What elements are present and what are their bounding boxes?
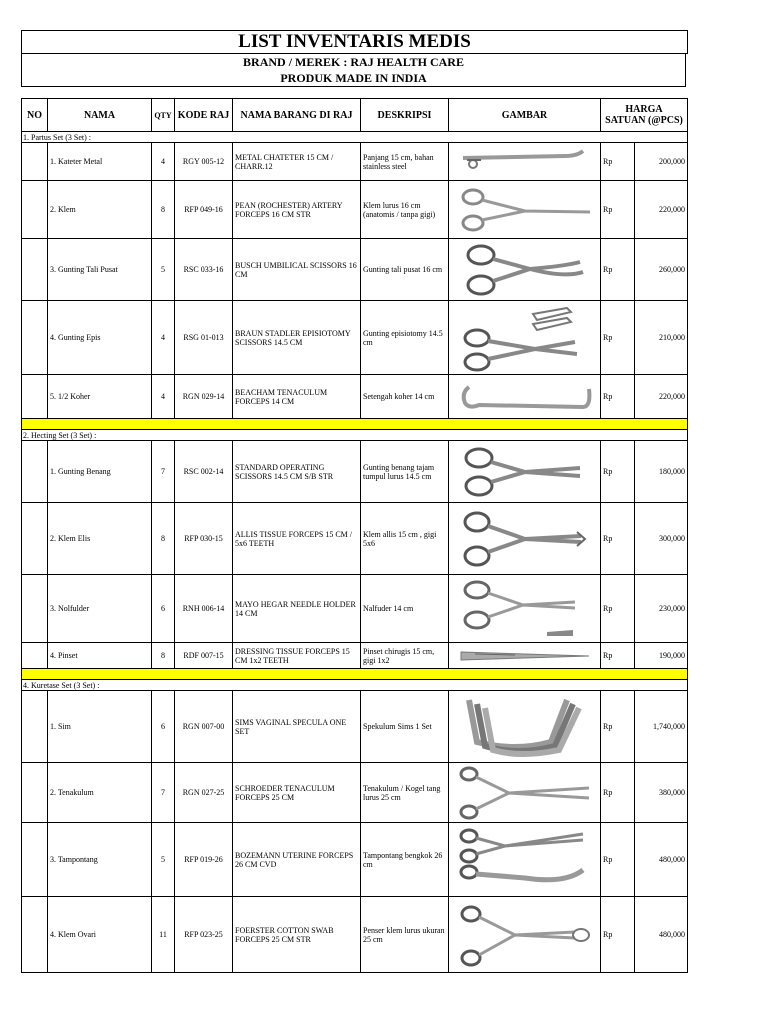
table-row [22,897,688,973]
item-image [449,441,601,503]
item-price: 480,000 [635,823,688,897]
curved-uterine-forceps-icon [455,826,595,894]
col-no: NO [22,99,48,132]
item-kode: RFP 049-16 [175,181,233,239]
item-image [449,575,601,643]
item-deskripsi: Gunting episiotomy 14.5 cm [361,301,449,375]
item-nama-raj: BOZEMANN UTERINE FORCEPS 26 CM CVD [233,823,361,897]
item-image [449,691,601,763]
item-image [449,897,601,973]
item-nama-raj: PEAN (ROCHESTER) ARTERY FORCEPS 16 CM STR [233,181,361,239]
item-deskripsi: Panjang 15 cm, bahan stainless steel [361,143,449,181]
item-deskripsi: Nalfuder 14 cm [361,575,449,643]
item-deskripsi: Klem allis 15 cm , gigi 5x6 [361,503,449,575]
item-kode: RGN 029-14 [175,375,233,419]
item-currency: Rp [601,575,635,643]
table-row [22,763,688,823]
item-nama-raj: FOERSTER COTTON SWAB FORCEPS 25 CM STR [233,897,361,973]
curved-scissors-icon [455,242,595,298]
item-nama-raj: DRESSING TISSUE FORCEPS 15 CM 1x2 TEETH [233,643,361,669]
item-nama: 2. Tenakulum [48,763,152,823]
table-row [22,643,688,669]
item-kode: RGN 007-00 [175,691,233,763]
speculum-icon [455,694,595,760]
item-nama: 2. Klem Elis [48,503,152,575]
item-nama-raj: SCHROEDER TENACULUM FORCEPS 25 CM [233,763,361,823]
item-currency: Rp [601,143,635,181]
table-row [22,691,688,763]
item-deskripsi: Gunting tali pusat 16 cm [361,239,449,301]
table-row [22,143,688,181]
item-nama-raj: METAL CHATETER 15 CM / CHARR.12 [233,143,361,181]
item-qty: 4 [152,143,175,181]
col-gambar: GAMBAR [449,99,601,132]
catheter-icon [455,147,595,177]
item-price: 200,000 [635,143,688,181]
item-price: 480,000 [635,897,688,973]
table-header-row [22,99,688,132]
angled-scissors-icon [455,304,595,372]
needle-holder-icon [455,578,595,640]
item-kode: RFP 019-26 [175,823,233,897]
item-price: 230,000 [635,575,688,643]
item-nama-raj: STANDARD OPERATING SCISSORS 14.5 CM S/B STR [233,441,361,503]
col-nama-raj: NAMA BARANG DI RAJ [233,99,361,132]
table-row [22,301,688,375]
col-nama: NAMA [48,99,152,132]
item-currency: Rp [601,375,635,419]
long-forceps-icon [455,766,595,820]
item-deskripsi: Spekulum Sims 1 Set [361,691,449,763]
item-image [449,823,601,897]
item-kode: RDF 007-15 [175,643,233,669]
item-price: 260,000 [635,239,688,301]
item-price: 210,000 [635,301,688,375]
allis-forceps-icon [455,506,595,572]
item-deskripsi: Tenakulum / Kogel tang lurus 25 cm [361,763,449,823]
item-currency: Rp [601,181,635,239]
item-currency: Rp [601,691,635,763]
item-qty: 8 [152,643,175,669]
scissors-icon [455,444,595,500]
item-qty: 11 [152,897,175,973]
item-nama: 4. Pinset [48,643,152,669]
item-currency: Rp [601,503,635,575]
separator-row [22,669,688,680]
item-currency: Rp [601,897,635,973]
col-harga-line1: HARGA [625,104,663,115]
section-row [22,132,688,143]
tenaculum-hook-icon [455,379,595,415]
page-title: LIST INVENTARIS MEDIS [21,30,688,54]
item-image [449,143,601,181]
item-image [449,503,601,575]
item-currency: Rp [601,239,635,301]
item-nama-raj: MAYO HEGAR NEEDLE HOLDER 14 CM [233,575,361,643]
item-price: 1,740,000 [635,691,688,763]
item-deskripsi: Pinset chirugis 15 cm, gigi 1x2 [361,643,449,669]
item-nama-raj: BRAUN STADLER EPISIOTOMY SCISSORS 14.5 CM [233,301,361,375]
section-row [22,680,688,691]
brand-header [21,53,686,87]
item-currency: Rp [601,823,635,897]
item-kode: RGY 005-12 [175,143,233,181]
item-kode: RSC 033-16 [175,239,233,301]
item-nama-raj: ALLIS TISSUE FORCEPS 15 CM / 5x6 TEETH [233,503,361,575]
item-nama: 2. Klem [48,181,152,239]
col-kode: KODE RAJ [175,99,233,132]
item-deskripsi: Penser klem lurus ukuran 25 cm [361,897,449,973]
item-qty: 7 [152,441,175,503]
section-title: 1. Partus Set (3 Set) : [22,132,688,143]
item-currency: Rp [601,301,635,375]
table-row [22,823,688,897]
origin-line: PRODUK MADE IN INDIA [280,71,427,85]
item-qty: 6 [152,691,175,763]
col-harga [601,99,688,132]
item-image [449,181,601,239]
item-nama: 1. Sim [48,691,152,763]
item-image [449,301,601,375]
item-qty: 8 [152,181,175,239]
item-price: 190,000 [635,643,688,669]
brand-line: BRAND / MEREK : RAJ HEALTH CARE [243,55,464,69]
item-nama: 4. Gunting Epis [48,301,152,375]
table-row [22,375,688,419]
item-qty: 6 [152,575,175,643]
item-image [449,643,601,669]
tweezers-icon [455,646,595,666]
item-nama: 4. Klem Ovari [48,897,152,973]
item-price: 220,000 [635,375,688,419]
col-harga-line2: SATUAN (@PCS) [605,115,683,126]
item-qty: 7 [152,763,175,823]
table-row [22,575,688,643]
item-nama-raj: SIMS VAGINAL SPECULA ONE SET [233,691,361,763]
item-price: 380,000 [635,763,688,823]
item-deskripsi: Gunting benang tajam tumpul lurus 14.5 cm [361,441,449,503]
item-kode: RFP 023-25 [175,897,233,973]
item-currency: Rp [601,441,635,503]
item-nama-raj: BUSCH UMBILICAL SCISSORS 16 CM [233,239,361,301]
table-row [22,503,688,575]
item-qty: 5 [152,239,175,301]
table-row [22,181,688,239]
section-row [22,430,688,441]
section-title: 2. Hecting Set (3 Set) : [22,430,688,441]
col-deskripsi: DESKRIPSI [361,99,449,132]
item-price: 220,000 [635,181,688,239]
table-row [22,441,688,503]
separator-row [22,419,688,430]
item-image [449,239,601,301]
item-deskripsi: Klem lurus 16 cm (anatomis / tanpa gigi) [361,181,449,239]
item-price: 180,000 [635,441,688,503]
item-image [449,763,601,823]
item-currency: Rp [601,643,635,669]
item-qty: 5 [152,823,175,897]
item-qty: 4 [152,375,175,419]
item-nama: 3. Tampontang [48,823,152,897]
sponge-forceps-icon [455,900,595,970]
table-row [22,239,688,301]
item-kode: RNH 006-14 [175,575,233,643]
item-nama-raj: BEACHAM TENACULUM FORCEPS 14 CM [233,375,361,419]
item-price: 300,000 [635,503,688,575]
item-nama: 1. Kateter Metal [48,143,152,181]
item-kode: RSC 002-14 [175,441,233,503]
item-nama: 3. Gunting Tali Pusat [48,239,152,301]
item-image [449,375,601,419]
item-nama: 1. Gunting Benang [48,441,152,503]
item-nama: 3. Nolfulder [48,575,152,643]
item-currency: Rp [601,763,635,823]
item-kode: RSG 01-013 [175,301,233,375]
forceps-icon [455,185,595,235]
item-deskripsi: Tampontang bengkok 26 cm [361,823,449,897]
item-qty: 8 [152,503,175,575]
item-kode: RFP 030-15 [175,503,233,575]
item-qty: 4 [152,301,175,375]
item-kode: RGN 027-25 [175,763,233,823]
col-qty: QTY [152,99,175,132]
section-title: 4. Kuretase Set (3 Set) : [22,680,688,691]
item-deskripsi: Setengah koher 14 cm [361,375,449,419]
inventory-table [21,98,688,973]
item-nama: 5. 1/2 Koher [48,375,152,419]
